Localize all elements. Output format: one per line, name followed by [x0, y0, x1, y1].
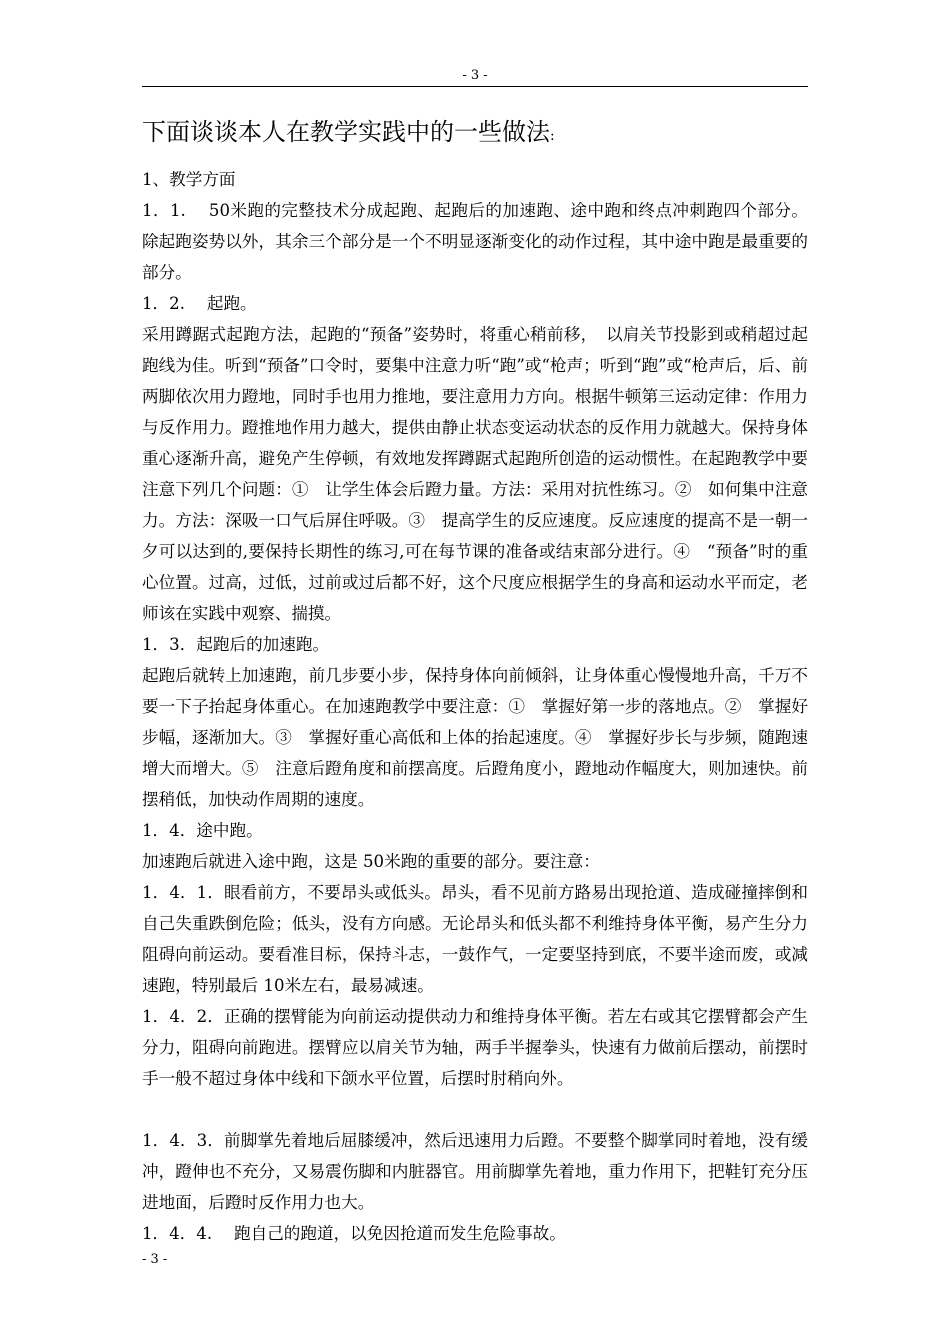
- paragraph-1-1: 1．1. 50米跑的完整技术分成起跑、起跑后的加速跑、途中跑和终点冲刺跑四个部分。除起跑姿势以外，其余三个部分是一个不明显逐渐变化的动作过程，其中途中跑是最重要的部分。: [142, 201, 808, 282]
- paragraph-start: 采用蹲踞式起跑方法，起跑的“预备”姿势时，将重心稍前移， 以肩关节投影到或稍超过起跑线为佳。听到“预备”口令时，要集中注意力听“跑”或“枪声；听到“跑”或“枪声后，后、前两脚依次用力蹬地，同时手也用力推地，要注意用力方向。根据牛顿第三运动定律：作用力与反作用力。蹬推地作用力越大，提供由静止状态变运动状态的反作用力就越大。保持身体重心逐渐升高，避免产生停顿，有效地发挥蹲踞式起跑所创造的运动惯性。在起跑教学中要注意下列几个问题：① 让学生体会后蹬力量。方法：采用对抗性练习。② 如何集中注意力。方法：深吸一口气后屏住呼吸。③ 提高学生的反应速度。反应速度的提高不是一朝一夕可以达到的,要保持长期性的练习,可在每节课的准备或结束部分进行。④ “预备”时的重心位置。过高，过低，过前或过后都不好，这个尺度应根据学生的身高和运动水平而定，老师该在实践中观察、揣摸。: [142, 325, 808, 623]
- section-heading: [142, 112, 808, 156]
- subsection-title-1-2: 1．2. 起跑。: [142, 294, 257, 313]
- paragraph-1-4-3: 1．4．3．前脚掌先着地后屈膝缓冲，然后迅速用力后蹬。不要整个脚掌同时着地，没有缓冲，蹬伸也不充分，又易震伤脚和内脏器官。用前脚掌先着地，重力作用下，把鞋钉充分压进地面，后蹬时反作用力也大。: [142, 1131, 808, 1212]
- paragraph-1-4-4: 1．4．4. 跑自己的跑道，以免因抢道而发生危险事故。: [142, 1224, 566, 1243]
- paragraph-midway-intro: 加速跑后就进入途中跑，这是 50米跑的重要的部分。要注意：: [142, 852, 600, 871]
- subsection-title-1-3: 1．3．起跑后的加速跑。: [142, 635, 330, 654]
- page-header-number: - 3 -: [462, 68, 488, 83]
- paragraph-acceleration: 起跑后就转上加速跑，前几步要小步，保持身体向前倾斜，让身体重心慢慢地升高，千万不要一下子抬起身体重心。在加速跑教学中要注意：① 掌握好第一步的落地点。② 掌握好步幅，逐渐加大。③ 掌握好重心高低和上体的抬起速度。④ 掌握好步长与步频，随跑速增大而增大。⑤ 注意后蹬角度和前摆高度。后蹬角度小，蹬地动作幅度大，则加速快。前摆稍低，加快动作周期的速度。: [142, 666, 808, 809]
- header-rule: [142, 86, 808, 87]
- subsection-title-1-4: 1．4．途中跑。: [142, 821, 263, 840]
- document-body: [142, 164, 808, 1249]
- section-title-teaching: 1、教学方面: [142, 170, 236, 189]
- heading-colon: :: [550, 128, 555, 144]
- paragraph-1-4-1: 1．4．1．眼看前方，不要昂头或低头。昂头，看不见前方路易出现抢道、造成碰撞摔倒和自己失重跌倒危险；低头，没有方向感。无论昂头和低头都不利维持身体平衡，易产生分力阻碍向前运动。要看准目标，保持斗志，一鼓作气，一定要坚持到底，不要半途而废，或减速跑，特别最后 10米左右，最易减速。: [142, 883, 808, 995]
- page-footer-number: - 3 -: [142, 1252, 168, 1267]
- paragraph-1-4-2: 1．4．2．正确的摆臂能为向前运动提供动力和维持身体平衡。若左右或其它摆臂都会产生分力，阻碍向前跑进。摆臂应以肩关节为轴，两手半握拳头，快速有力做前后摆动，前摆时手一般不超过身体中线和下颌水平位置，后摆时肘稍向外。: [142, 1007, 808, 1088]
- heading-text: 下面谈谈本人在教学实践中的一些做法: [142, 118, 550, 146]
- blank-line: [142, 1094, 808, 1125]
